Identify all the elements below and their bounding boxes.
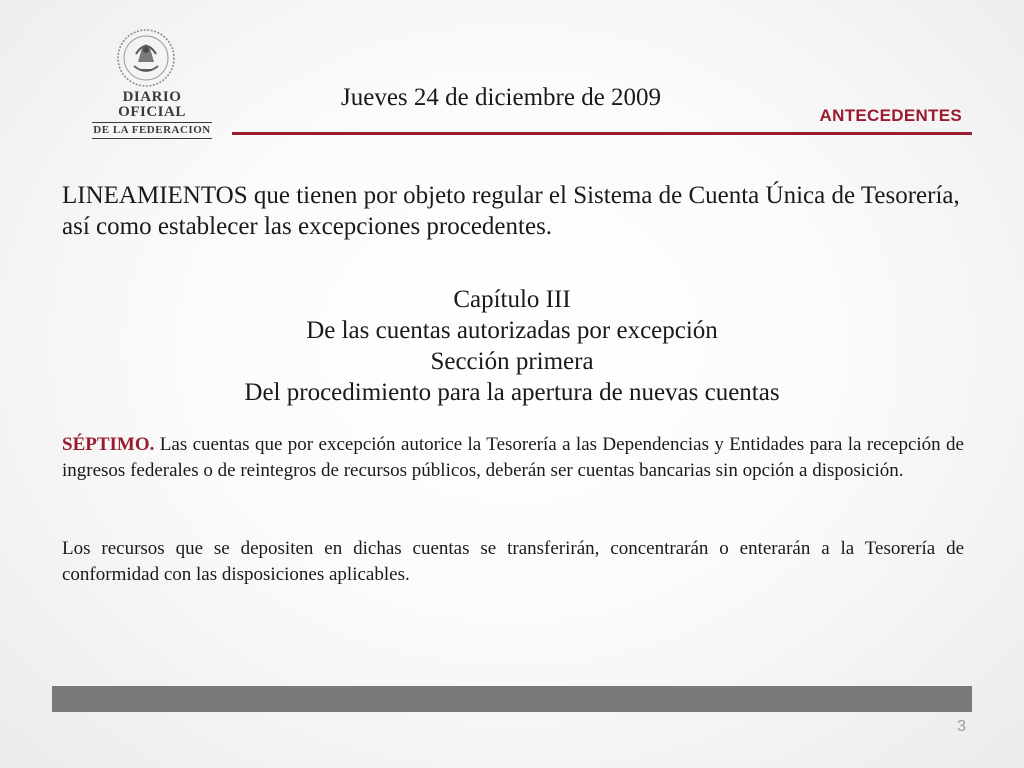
publication-date: Jueves 24 de diciembre de 2009 — [341, 84, 662, 111]
document-title: LINEAMIENTOS que tienen por objeto regular el Sistema de Cuenta Única de Tesorería, así como establecer las excepciones procedentes. — [62, 182, 960, 240]
chapter-subtitle: De las cuentas autorizadas por excepción — [306, 317, 718, 344]
logo-line-1: DIARIO OFICIAL — [92, 90, 212, 123]
section-number: Sección primera — [430, 348, 594, 375]
chapter-title: Capítulo III — [453, 286, 571, 313]
footer-bar — [52, 686, 972, 712]
header-divider — [232, 132, 972, 135]
article-paragraph-2: Los recursos que se depositen en dichas cuentas se transferirán, concentrarán o enterarán a la Tesorería de conformidad con las disposiciones aplicables. — [62, 538, 964, 585]
section-label: ANTECEDENTES — [819, 106, 962, 125]
logo-line-2: DE LA FEDERACION — [92, 123, 212, 139]
logo-wordmark — [92, 90, 212, 139]
article-septimo — [62, 432, 964, 484]
article-heading: SÉPTIMO. — [62, 434, 155, 455]
chapter-heading — [62, 284, 962, 408]
diario-oficial-logo — [92, 28, 212, 136]
article-text: Las cuentas que por excepción autorice la Tesorería a las Dependencias y Entidades para la recepción de ingresos federales o de reintegros de recursos públicos, deberán ser cuentas bancarias sin opción a disposición. — [62, 434, 964, 481]
coat-of-arms-icon — [116, 28, 176, 88]
page-number: 3 — [957, 718, 966, 735]
section-title: Del procedimiento para la apertura de nuevas cuentas — [244, 379, 780, 406]
